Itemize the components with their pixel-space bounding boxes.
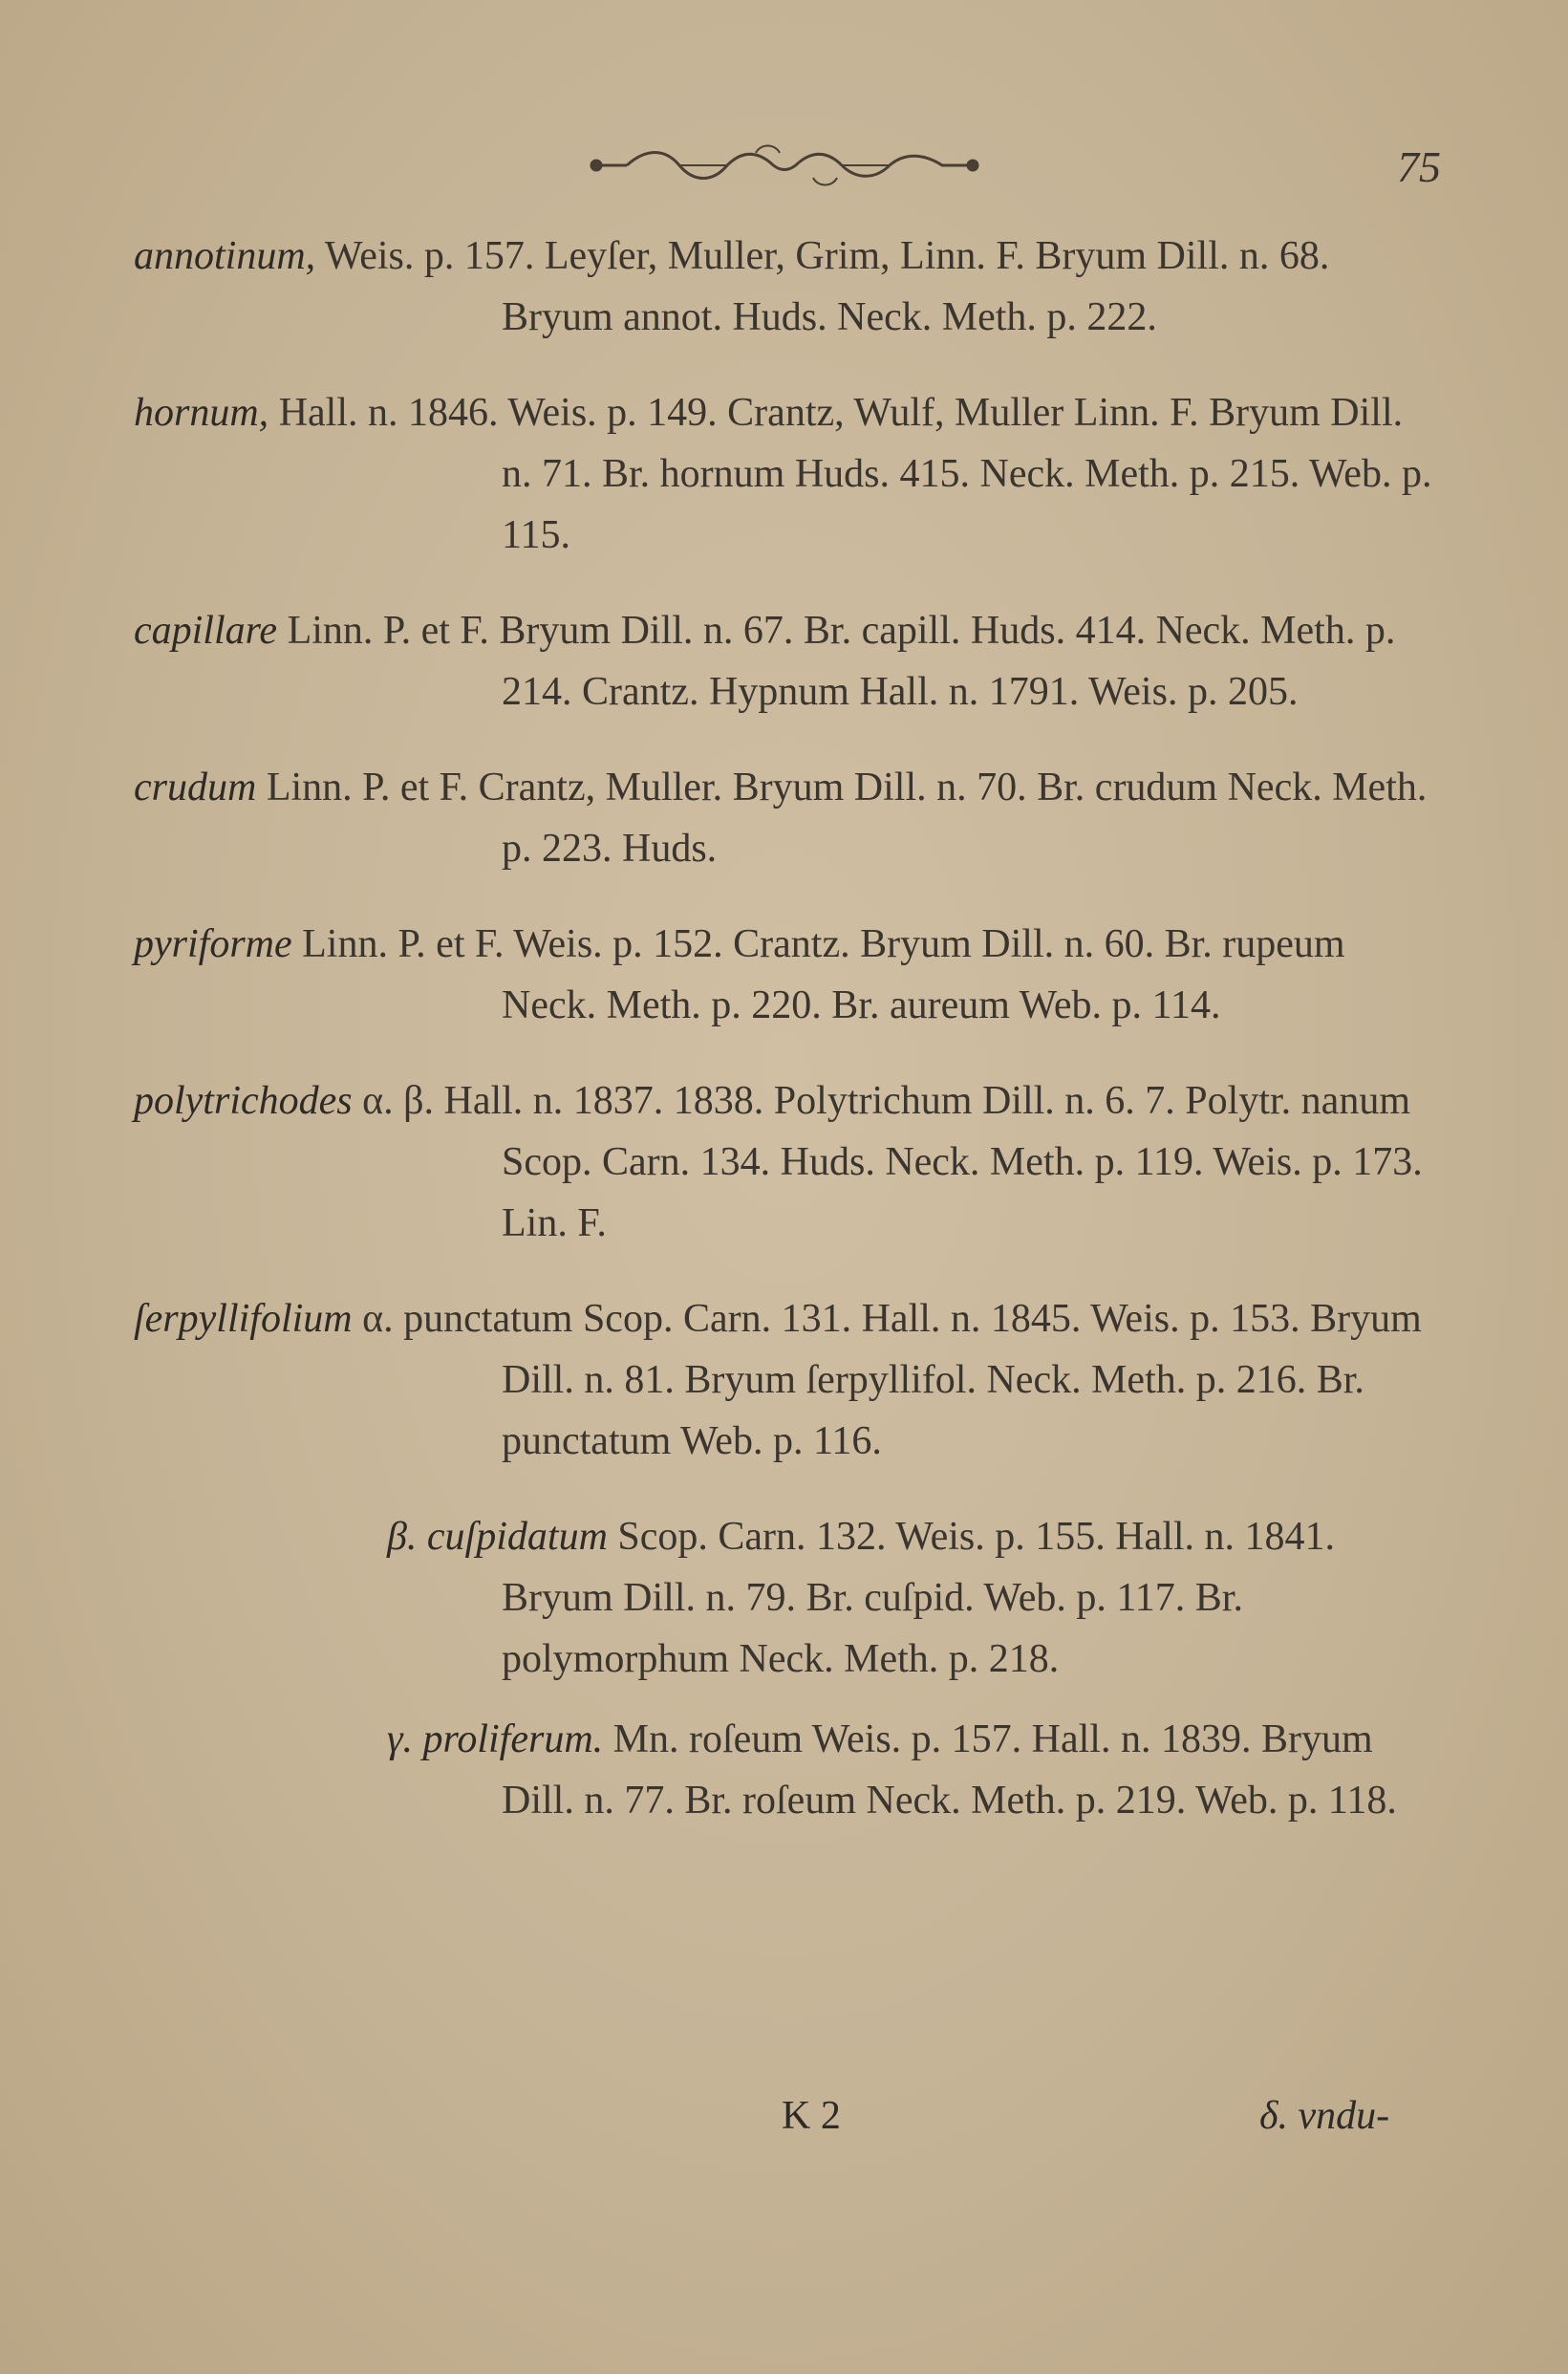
species-references: Linn. P. et F. Crantz, Muller. Bryum Dill. n. 70. Br. crudum Neck. Meth. p. 223. Huds. — [266, 766, 1428, 871]
species-name: polytrichodes — [134, 1079, 353, 1123]
list-item — [134, 757, 1443, 879]
species-name: crudum — [134, 766, 257, 809]
species-name: pyriforme — [134, 922, 292, 966]
variety-references: Mn. roſeum Weis. p. 157. Hall. n. 1839. Bryum Dill. n. 77. Br. roſeum Neck. Meth. p. 219. Web. p. 118. — [502, 1717, 1397, 1823]
signature-mark: K 2 — [782, 2094, 841, 2138]
variety-item — [134, 1709, 1443, 1831]
list-item — [134, 914, 1443, 1036]
page-footer — [0, 2093, 1568, 2150]
species-name: annotinum, — [134, 234, 316, 278]
species-references: α. punctatum Scop. Carn. 131. Hall. n. 1845. Weis. p. 153. Bryum Dill. n. 81. Bryum ſerpyllifol. Neck. Meth. p. 216. Br. punctatum Web. p. 116. — [362, 1297, 1422, 1463]
species-name: hornum, — [134, 391, 269, 435]
list-item — [134, 600, 1443, 723]
variety-name: γ. proliferum. — [387, 1717, 604, 1761]
species-references: Hall. n. 1846. Weis. p. 149. Crantz, Wulf, Muller Linn. F. Bryum Dill. n. 71. Br. hornum Huds. 415. Neck. Meth. p. 215. Web. p. 115. — [278, 391, 1432, 557]
species-references: Linn. P. et F. Weis. p. 152. Crantz. Bryum Dill. n. 60. Br. rupeum Neck. Meth. p. 220. Br. aureum Web. p. 114. — [302, 922, 1345, 1027]
species-name: capillare — [134, 609, 278, 653]
variety-references: Scop. Carn. 132. Weis. p. 155. Hall. n. 1841. Bryum Dill. n. 79. Br. cuſpid. Web. p. 117. Br. polymorphum Neck. Meth. p. 218. — [502, 1515, 1336, 1681]
variety-item — [134, 1506, 1443, 1690]
entry-list — [134, 226, 1443, 1850]
species-name: ſerpyllifolium — [134, 1297, 353, 1341]
list-item — [134, 226, 1443, 348]
page-number: 75 — [1397, 142, 1441, 191]
catchword: δ. vndu- — [1259, 2094, 1390, 2138]
list-item — [134, 382, 1443, 566]
list-item — [134, 1288, 1443, 1472]
species-references: Linn. P. et F. Bryum Dill. n. 67. Br. capill. Huds. 414. Neck. Meth. p. 214. Crantz. Hypnum Hall. n. 1791. Weis. p. 205. — [287, 609, 1396, 714]
header-ornament — [589, 143, 980, 187]
variety-name: β. cuſpidatum — [387, 1515, 608, 1559]
list-item — [134, 1070, 1443, 1254]
species-references: Weis. p. 157. Leyſer, Muller, Grim, Linn. F. Bryum Dill. n. 68. Bryum annot. Huds. Neck. Meth. p. 222. — [324, 234, 1330, 339]
species-references: α. β. Hall. n. 1837. 1838. Polytrichum Dill. n. 6. 7. Polytr. nanum Scop. Carn. 134. Huds. Neck. Meth. p. 119. Weis. p. 173. Lin. F. — [362, 1079, 1423, 1245]
